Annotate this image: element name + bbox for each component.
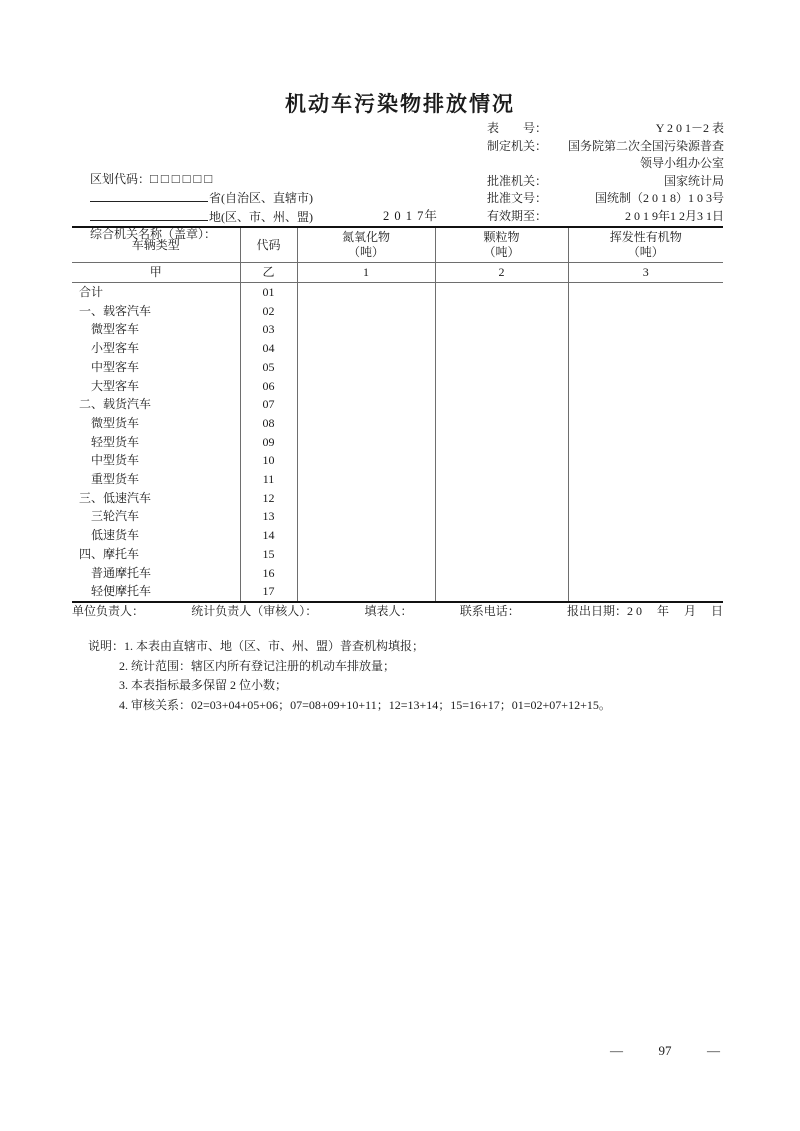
- value-cell-empty: [435, 470, 568, 489]
- subheader-yi: 乙: [240, 263, 297, 283]
- meta-row-valid-until: [487, 208, 724, 226]
- value-cell-empty: [297, 395, 435, 414]
- notes-label: 说明：: [88, 639, 125, 653]
- table-row: [72, 526, 723, 545]
- meta-row-approver: [487, 173, 724, 191]
- value-cell-empty: [297, 545, 435, 564]
- note-item-4: 4. 审核关系：02=03+04+05+06；07=08+09+10+11；12=13+14；15=16+17；01=02+07+12+15。: [119, 697, 611, 712]
- form-no-value: Y 2 0 1－2 表: [655, 121, 724, 135]
- form-meta-left: [72, 151, 313, 241]
- value-cell-empty: [297, 526, 435, 545]
- value-cell-empty: [435, 395, 568, 414]
- value-cell-empty: [435, 451, 568, 470]
- value-cell-empty: [297, 339, 435, 358]
- value-cell-empty: [568, 302, 723, 321]
- code-cell: 11: [240, 470, 297, 489]
- table-row: [72, 507, 723, 526]
- valid-until-label: 有效期至：: [487, 208, 548, 223]
- col-header-unit: （吨）: [627, 245, 664, 259]
- value-cell-empty: [435, 414, 568, 433]
- unit-head-label: 单位负责人：: [72, 604, 145, 618]
- table-row: [72, 582, 723, 602]
- value-cell-empty: [435, 564, 568, 583]
- valid-until-value: 2 0 1 9年1 2月3 1日: [624, 208, 724, 223]
- col-header-code: [240, 227, 297, 263]
- prefecture-blank-line: [90, 207, 208, 221]
- region-code-row: [72, 151, 313, 186]
- vehicle-type-cell: 合计: [72, 283, 240, 302]
- code-cell: 10: [240, 451, 297, 470]
- vehicle-type-cell: 中型货车: [72, 451, 240, 470]
- value-cell-empty: [297, 470, 435, 489]
- vehicle-type-cell: 一、载客汽车: [72, 302, 240, 321]
- table-row: [72, 339, 723, 358]
- table-row: [72, 358, 723, 377]
- province-label: 省(自治区、直辖市): [209, 191, 313, 205]
- col-header-unit: （吨）: [483, 245, 520, 259]
- value-cell-empty: [435, 302, 568, 321]
- vehicle-type-cell: 大型客车: [72, 377, 240, 396]
- value-cell-empty: [297, 377, 435, 396]
- code-cell: 16: [240, 564, 297, 583]
- table-row: [72, 564, 723, 583]
- value-cell-empty: [435, 358, 568, 377]
- note-item-3: 3. 本表指标最多保留 2 位小数；: [119, 678, 288, 692]
- table-row: [72, 377, 723, 396]
- form-no-label: 表 号：: [487, 121, 548, 135]
- vehicle-type-cell: 中型客车: [72, 358, 240, 377]
- meta-row-maker: [487, 138, 724, 156]
- meta-row-form-no: [487, 120, 724, 138]
- value-cell-empty: [297, 433, 435, 452]
- value-cell-empty: [568, 395, 723, 414]
- value-cell-empty: [435, 433, 568, 452]
- code-cell: 03: [240, 320, 297, 339]
- code-cell: 04: [240, 339, 297, 358]
- table-row: [72, 433, 723, 452]
- value-cell-empty: [297, 564, 435, 583]
- value-cell-empty: [568, 339, 723, 358]
- subheader-2: 2: [435, 263, 568, 283]
- vehicle-type-cell: 三轮汽车: [72, 507, 240, 526]
- table-header-row: [72, 227, 723, 263]
- vehicle-type-cell: 重型货车: [72, 470, 240, 489]
- value-cell-empty: [435, 526, 568, 545]
- page-number-value: 97: [658, 1043, 672, 1058]
- value-cell-empty: [435, 507, 568, 526]
- code-cell: 12: [240, 489, 297, 508]
- subheader-3: 3: [568, 263, 723, 283]
- stats-head-label: 统计负责人（审核人）：: [191, 604, 318, 618]
- meta-row-maker-line2: [487, 155, 724, 173]
- province-blank-line: [90, 188, 208, 202]
- table-row: [72, 451, 723, 470]
- value-cell-empty: [297, 302, 435, 321]
- form-meta-right: [487, 120, 724, 225]
- value-cell-empty: [435, 320, 568, 339]
- col-header-title: 颗粒物: [483, 230, 520, 244]
- maker-value-line2: 领导小组办公室: [639, 156, 724, 170]
- vehicle-type-cell: 低速货车: [72, 526, 240, 545]
- value-cell-empty: [435, 489, 568, 508]
- col-header-title: 挥发性有机物: [609, 230, 682, 244]
- value-cell-empty: [568, 283, 723, 302]
- value-cell-empty: [435, 582, 568, 602]
- report-year: 2 0 1 7年: [383, 209, 438, 223]
- value-cell-empty: [568, 470, 723, 489]
- code-cell: 07: [240, 395, 297, 414]
- table-subheader-row: [72, 263, 723, 283]
- value-cell-empty: [435, 339, 568, 358]
- notes-block: [88, 637, 611, 715]
- filler-label: 填表人：: [364, 604, 413, 618]
- report-date-label: 报出日期：2 0 年 月 日: [566, 604, 723, 618]
- value-cell-empty: [568, 320, 723, 339]
- region-code-label: 区划代码：: [90, 171, 151, 186]
- code-cell: 08: [240, 414, 297, 433]
- value-cell-empty: [435, 283, 568, 302]
- value-cell-empty: [568, 414, 723, 433]
- value-cell-empty: [297, 414, 435, 433]
- vehicle-type-cell: 微型客车: [72, 320, 240, 339]
- note-item-2: 2. 统计范围：辖区内所有登记注册的机动车排放量；: [119, 658, 396, 673]
- code-cell: 15: [240, 545, 297, 564]
- doc-no-value: 国统制（2 0 1 8）1 0 3号: [594, 191, 724, 205]
- maker-value: 国务院第二次全国污染源普查: [567, 138, 724, 153]
- code-cell: 06: [240, 377, 297, 396]
- approver-label: 批准机关：: [487, 173, 548, 188]
- meta-row-doc-no: [487, 190, 724, 208]
- signature-row: [72, 601, 723, 621]
- col-header-voc: [568, 227, 723, 263]
- value-cell-empty: [568, 358, 723, 377]
- value-cell-empty: [568, 433, 723, 452]
- value-cell-empty: [297, 283, 435, 302]
- value-cell-empty: [568, 507, 723, 526]
- page-number: [610, 1043, 720, 1059]
- value-cell-empty: [568, 377, 723, 396]
- value-cell-empty: [297, 320, 435, 339]
- code-cell: 17: [240, 582, 297, 602]
- table-row: [72, 283, 723, 302]
- col-header-title: 氮氧化物: [341, 230, 390, 244]
- vehicle-emission-table: [72, 226, 723, 603]
- value-cell-empty: [297, 489, 435, 508]
- value-cell-empty: [297, 451, 435, 470]
- value-cell-empty: [297, 358, 435, 377]
- col-header-pm: [435, 227, 568, 263]
- code-cell: 09: [240, 433, 297, 452]
- subheader-1: 1: [297, 263, 435, 283]
- vehicle-type-cell: 轻型货车: [72, 433, 240, 452]
- value-cell-empty: [435, 377, 568, 396]
- code-cell: 05: [240, 358, 297, 377]
- table-row: [72, 395, 723, 414]
- code-cell: 02: [240, 302, 297, 321]
- table-row: [72, 470, 723, 489]
- col-header-vehicle-type: [72, 227, 240, 263]
- value-cell-empty: [297, 507, 435, 526]
- approver-value: 国家统计局: [663, 173, 724, 188]
- org-name-label: 综合机关名称（盖章）：: [90, 227, 217, 241]
- value-cell-empty: [568, 526, 723, 545]
- subheader-jia: 甲: [72, 263, 240, 283]
- code-cell: 14: [240, 526, 297, 545]
- code-cell: 01: [240, 283, 297, 302]
- value-cell-empty: [568, 451, 723, 470]
- page-number-dash-right: —: [707, 1043, 720, 1058]
- doc-no-label: 批准文号：: [487, 191, 548, 205]
- table-row: [72, 414, 723, 433]
- vehicle-type-cell: 轻便摩托车: [72, 582, 240, 602]
- page-title: 机动车污染物排放情况: [285, 92, 515, 116]
- table-row: [72, 320, 723, 339]
- vehicle-type-cell: 小型客车: [72, 339, 240, 358]
- table-row: [72, 302, 723, 321]
- col-header-title: 车辆类型: [131, 237, 180, 252]
- value-cell-empty: [568, 564, 723, 583]
- page-number-dash-left: —: [610, 1043, 623, 1058]
- value-cell-empty: [568, 545, 723, 564]
- col-header-title: 代码: [256, 237, 281, 252]
- maker-label: 制定机关：: [487, 138, 548, 153]
- vehicle-type-cell: 普通摩托车: [72, 564, 240, 583]
- note-item-1: 1. 本表由直辖市、地（区、市、州、盟）普查机构填报；: [124, 639, 425, 653]
- note-line: [88, 637, 611, 657]
- value-cell-empty: [568, 489, 723, 508]
- table-row: [72, 545, 723, 564]
- value-cell-empty: [435, 545, 568, 564]
- col-header-nox: [297, 227, 435, 263]
- col-header-unit: （吨）: [347, 245, 384, 259]
- vehicle-table-body: [72, 283, 723, 602]
- table-row: [72, 489, 723, 508]
- prefecture-label: 地(区、市、州、盟): [209, 209, 313, 224]
- code-cell: 13: [240, 507, 297, 526]
- value-cell-empty: [568, 582, 723, 602]
- vehicle-type-cell: 微型货车: [72, 414, 240, 433]
- region-code-boxes: □□□□□□: [150, 170, 216, 186]
- vehicle-type-cell: 四、摩托车: [72, 545, 240, 564]
- vehicle-type-cell: 三、低速汽车: [72, 489, 240, 508]
- phone-label: 联系电话：: [459, 604, 520, 618]
- vehicle-type-cell: 二、载货汽车: [72, 395, 240, 414]
- value-cell-empty: [297, 582, 435, 602]
